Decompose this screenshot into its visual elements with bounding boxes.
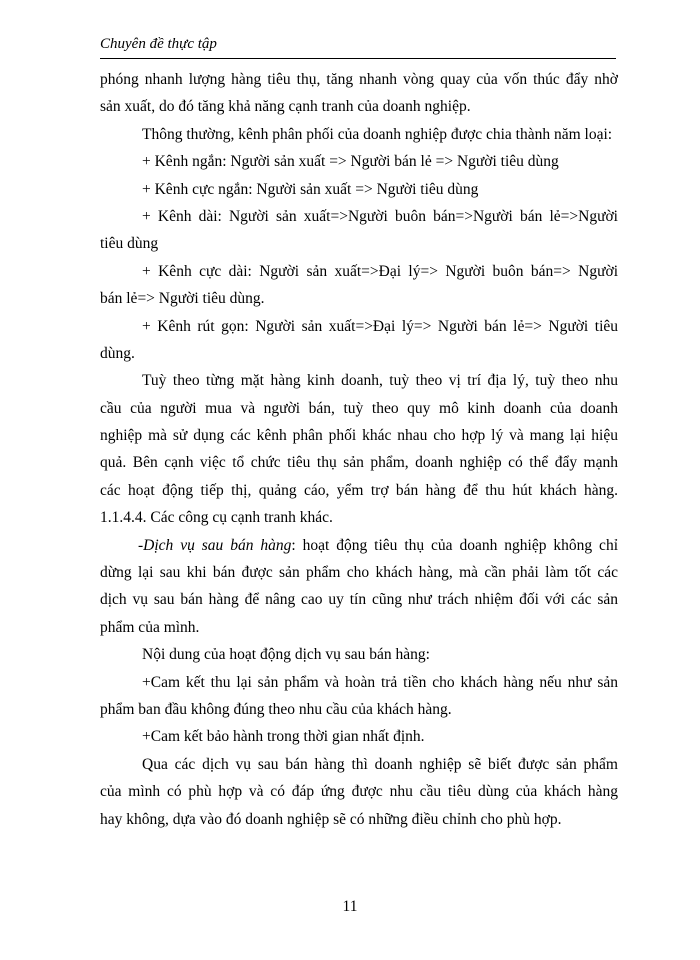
list-item: + Kênh rút gọn: Người sản xuất=>Đại lý=> Người bán lẻ=> Người tiêu [142, 317, 618, 335]
line-rest: : hoạt động tiêu thụ của doanh nghiệp không chỉ [291, 536, 618, 554]
list-item: + Kênh cực dài: Người sản xuất=>Đại lý=> Người buôn bán=> Người [142, 262, 618, 280]
paragraph-line: nghiệp mà sử dụng các kênh phân phối khác nhau cho hợp lý và mang lại hiệu [100, 427, 618, 445]
paragraph-line: của mình có phù hợp và có đáp ứng được nhu cầu tiêu dùng của khách hàng [100, 783, 618, 801]
paragraph-line: cầu của người mua và người bán, tuỳ theo quy mô kinh doanh của doanh [100, 399, 618, 417]
paragraph-line: quả. Bên cạnh việc tổ chức tiêu thụ sản phẩm, doanh nghiệp có thể đẩy mạnh [100, 454, 618, 472]
paragraph-line: Tuỳ theo từng mặt hàng kinh doanh, tuỳ theo vị trí địa lý, tuỳ theo nhu [142, 372, 618, 390]
running-header: Chuyên đề thực tập [100, 36, 217, 52]
paragraph-line: phẩm của mình. [100, 618, 200, 636]
list-item: + Kênh cực ngắn: Người sản xuất => Người tiêu dùng [142, 180, 479, 198]
paragraph-line: Qua các dịch vụ sau bán hàng thì doanh nghiệp sẽ biết được sản phẩm [142, 755, 618, 773]
paragraph-line: Nội dung của hoạt động dịch vụ sau bán hàng: [142, 646, 430, 664]
list-item: + Kênh ngắn: Người sản xuất => Người bán lẻ => Người tiêu dùng [142, 153, 559, 171]
paragraph-line: phóng nhanh lượng hàng tiêu thụ, tăng nhanh vòng quay của vốn thúc đẩy nhờ [100, 71, 618, 88]
list-item-continuation: tiêu dùng [100, 235, 159, 253]
list-item: +Cam kết thu lại sản phẩm và hoàn trả tiền cho khách hàng nếu như sản [142, 673, 618, 691]
italic-term: Dịch vụ sau bán hàng [143, 536, 292, 554]
paragraph-line: hay không, dựa vào đó doanh nghiệp sẽ có những điều chỉnh cho phù hợp. [100, 810, 562, 828]
document-body [100, 66, 618, 833]
paragraph-line: các hoạt động tiếp thị, quảng cáo, yểm trợ bán hàng để thu hút khách hàng. [100, 481, 618, 499]
list-item-continuation: phẩm ban đầu không đúng theo nhu cầu của khách hàng. [100, 700, 452, 718]
list-item: +Cam kết bảo hành trong thời gian nhất định. [142, 728, 425, 746]
page-number: 11 [342, 898, 358, 915]
paragraph-line: dừng lại sau khi bán được sản phẩm cho khách hàng, mà cần phải làm tốt các [100, 564, 618, 582]
paragraph-line: sản xuất, do đó tăng khả năng cạnh tranh của doanh nghiệp. [100, 98, 471, 116]
dash-prefix: - [138, 536, 144, 554]
header-rule [100, 58, 616, 59]
paragraph-line: Thông thường, kênh phân phối của doanh nghiệp được chia thành năm loại: [142, 125, 613, 143]
list-item: + Kênh dài: Người sản xuất=>Người buôn bán=>Người bán lẻ=>Người [142, 207, 618, 225]
list-item-continuation: dùng. [100, 344, 135, 362]
paragraph-line: dịch vụ sau bán hàng để nâng cao uy tín cũng như trách nhiệm đối với các sản [100, 591, 618, 609]
paragraph-line [100, 532, 618, 559]
list-item-continuation: bán lẻ=> Người tiêu dùng. [100, 290, 265, 308]
section-heading: 1.1.4.4. Các công cụ cạnh tranh khác. [100, 509, 333, 527]
